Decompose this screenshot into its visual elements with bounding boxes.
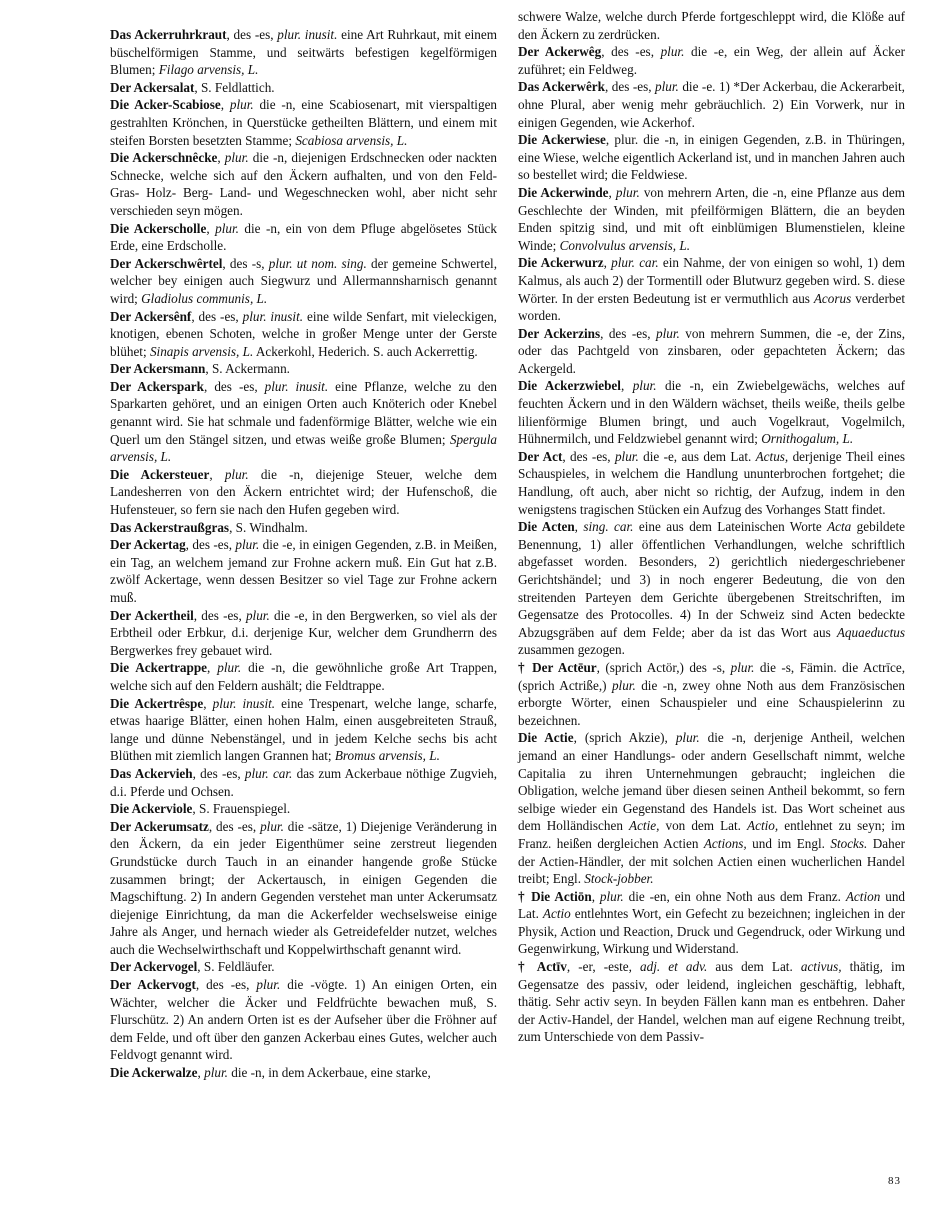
entry-italic-text: plur.	[229, 97, 254, 113]
entry-text: von mehrern Summen, die -e, der Zins, oder das Pachtgeld von zinsbaren, oder gepachteten Äckern; das Ackergeld.	[518, 325, 905, 376]
dictionary-entry	[518, 518, 905, 659]
entry-italic-text: plur.	[730, 659, 755, 675]
entry-headword: Die Ackerviole	[110, 801, 193, 817]
entry-italic-text: Scabiosa arvensis, L.	[295, 132, 408, 148]
entry-text: , des -s,	[222, 255, 269, 271]
entry-text: eine Pflanze, welche zu den Sparkarten gehöret, und an einigen Orten auch Knöterich oder Knebel genannt wird. Sie hat schmale und fadenförmige Blätter, welche wie ein Querl um den Stängel sitzen, und etwas weiße große Blumen;	[110, 378, 497, 447]
dictionary-entry	[518, 448, 905, 518]
entry-text: , des -es,	[605, 79, 656, 95]
dictionary-entry	[110, 976, 497, 1064]
entry-text: , des -es,	[195, 977, 257, 993]
entry-italic-text: plur. ut nom. sing.	[268, 255, 367, 271]
entry-text: ,	[197, 1065, 205, 1081]
entry-text: ,	[620, 378, 633, 394]
entry-text: , des -es,	[600, 325, 656, 341]
entry-text: , S. Windhalm.	[229, 519, 308, 535]
entry-text: ,	[603, 255, 612, 271]
dictionary-entry	[518, 131, 905, 184]
dictionary-entry	[518, 43, 905, 78]
entry-text: ,	[591, 888, 600, 904]
entry-text: das zum Ackerbaue nöthige Zugvieh, d.i. Pferde und Ochsen.	[110, 765, 497, 799]
entry-text: thätig, im Gegensatze des passiv, oder leidend, ingleichen geschäftig, lebhaft, thätig. Sehr activ seyn. In beyden Fällen kann man es entbehren. Daher der Activ-Handel, der Handel, welchen man auf eigene Rechnung treibt, zum Unterschiede von dem Passiv-	[518, 959, 905, 1045]
entry-italic-text: adj. et adv.	[640, 959, 708, 975]
entry-text: die -sätze, 1) Diejenige Veränderung in den Äckern, da ein jeder Eigenthümer seine zerstreut liegenden Grundstücke durch Tauch in an einander hangende große Stücke zusammen bringt; der Ackertausch, in einigen Gegenden die Magschiftung. 2) In andern Gegenden verstehet man unter Ackerumsatz diejenige Einrichtung, da man die Ackerfelder wechselsweise einige Jahre als Anger, und hernach wieder als Getreidefelder nutzet, welches auch die Wechselwirthschaft und Koppelwirthschaft genannt wird.	[110, 818, 497, 957]
entry-headword: Die Ackerzwiebel	[518, 378, 621, 394]
dictionary-entry	[110, 26, 497, 79]
entry-italic-text: Filago arvensis, L.	[158, 62, 259, 78]
entry-italic-text: sing. car.	[583, 519, 634, 535]
entry-text: , des -es,	[601, 44, 661, 60]
dictionary-entry	[110, 360, 497, 378]
entry-text: und Lat.	[518, 888, 905, 922]
entry-text: der gemeine Schwertel, welcher bey einigen auch Siegwurz und Allermannsharnisch genannt wird;	[110, 255, 498, 306]
entry-text: ,	[217, 150, 225, 166]
entry-text: von dem Lat.	[659, 818, 748, 834]
entry-text: gebildete Benennung, 1) aller öffentlichen Verhandlungen, welche schriftlich abgefasset worden. Besonders, 2) gerichtlich niedergeschriebener Gerichtshändel; und 3) in noch engerer Bedeutung, die von den streitenden Parteyen dem Gerichte übergebenen Streitschriften, im Gegensatze des Protocolles. 4) In der Schweiz sind Acten bedeckte Abzugsgräben auf dem Felde; aber da ist das Wort aus	[518, 519, 906, 640]
entry-italic-text: plur.	[215, 220, 239, 236]
entry-headword: † Die Actiōn	[518, 888, 592, 904]
entry-italic-text: Convolvulus arvensis, L.	[559, 237, 691, 253]
entry-italic-text: Actio	[542, 906, 571, 922]
dictionary-entry	[110, 659, 497, 694]
entry-italic-text: plur.	[245, 607, 270, 623]
entry-text: die -n, die gewöhnliche große Art Trappen, welche sich auf den Feldern aushält; die Feldtrappe.	[110, 660, 498, 693]
dictionary-entry	[110, 96, 497, 149]
entry-italic-text: plur.	[614, 448, 639, 464]
entry-headword: Die Ackerwalze	[110, 1065, 198, 1081]
entry-italic-text: plur. inusit.	[264, 378, 329, 394]
dictionary-entry	[110, 79, 497, 97]
dictionary-entry	[110, 765, 497, 800]
dictionary-entry	[110, 519, 497, 537]
entry-text: ,	[220, 97, 230, 113]
entry-headword: Der Ackervogel	[110, 959, 198, 975]
entry-text: die -e, ein Weg, der allein auf Äcker zuführet; ein Feldweg.	[518, 44, 905, 77]
entry-italic-text: Action	[845, 888, 881, 904]
entry-headword: Der Ackersênf	[110, 308, 192, 324]
entry-italic-text: plur.	[675, 730, 700, 746]
entry-italic-text: plur.	[260, 818, 284, 834]
entry-text: die -n, diejenigen Erdschnecken oder nackten Schnecke, welche sich auf den Äckern aufhalten, und von den Feld- Gras- Holz- Berg- Land- und Wegeschnecken wohl, aber nicht sehr verschieden seyn mögen.	[110, 150, 497, 218]
entry-text: zusammen gezogen.	[518, 642, 625, 658]
entry-text: , des -es,	[192, 765, 245, 781]
dictionary-entry	[518, 958, 905, 1046]
dictionary-entry	[110, 378, 497, 466]
entry-headword: Die Ackerwinde	[518, 184, 609, 200]
entry-headword: Die Acker-Scabiose	[110, 97, 221, 113]
entry-text: die -n, ein Zwiebelgewächs, welches auf feuchten Äckern und in den Wäldern wächset, theils weiße, theils gelbe lilienförmige Blumen bringt, und auch Vogelkraut, Vogelmilch, Hühnermilch, und Feldzwiebel genannt wird;	[518, 378, 905, 447]
entry-headword: Die Ackersteuer	[110, 466, 210, 482]
entry-text: ,	[206, 220, 216, 236]
entry-text: schwere Walze, welche durch Pferde fortgeschleppt wird, die Klöße auf den Äckern zu zerdrücken.	[518, 9, 905, 42]
dictionary-entry	[110, 220, 497, 255]
entry-italic-text: Stock-jobber.	[584, 871, 654, 887]
entry-italic-text: Sinapis arvensis, L.	[149, 343, 254, 359]
entry-headword: † Der Actēur	[518, 659, 597, 675]
dictionary-entry	[518, 184, 905, 254]
entry-text: die -n, zwey ohne Noth aus dem Französischen erborgte Wörter, einen Schauspieler und eine Schauspielerinn zu bezeichnen.	[518, 677, 906, 728]
entry-italic-text: plur. car.	[611, 255, 659, 271]
entry-headword: Die Ackertrêspe	[110, 695, 204, 711]
entry-headword: Die Acten	[518, 519, 575, 535]
dictionary-entry	[110, 607, 497, 660]
entry-text: von mehrern Arten, die -n, eine Pflanze aus dem Geschlechte der Winden, mit pfeilförmigen Blättern, die an beyden Enden spitzig sind, und mit oft einblümigen Blumenstielen, kleine Winde;	[518, 184, 905, 253]
dictionary-entry	[518, 729, 905, 887]
entry-italic-text: Actio,	[747, 818, 779, 834]
entry-headword: Die Actie	[518, 730, 574, 746]
entry-italic-text: Actie,	[629, 818, 660, 834]
entry-italic-text: Bromus arvensis, L.	[334, 748, 440, 764]
entry-text: derjenige Theil eines Schauspieles, in welchem die Handlung ununterbrochen fortgehet; die Handlung, oft auch, aber nicht so richtig, der Aufzug, indem in den wenigstens tragischen Stücken ein Aufzug des Vorhanges Statt findet.	[518, 448, 905, 517]
entry-italic-text: plur. inusit.	[277, 27, 338, 42]
entry-text: aus dem Lat.	[707, 959, 801, 975]
dictionary-entry	[110, 536, 497, 606]
entry-italic-text: activus,	[800, 959, 842, 975]
entry-text: eine Trespenart, welche lange, scharfe, etwas haarige Blätter, einen hohen Halm, einen ausgebreiteten Strauß, lange und dünne Nebenstängel, und in jedem Kelche sechs bis acht Blüthen mit ziemlich langen Grannen hat;	[110, 695, 497, 764]
entry-italic-text: plur.	[632, 378, 657, 394]
entry-text: und im Engl.	[746, 835, 831, 851]
entry-italic-text: Acorus	[813, 290, 852, 306]
entry-text: , des -es,	[193, 607, 246, 623]
entry-headword: Der Ackertheil	[110, 607, 194, 623]
dictionary-entry	[110, 308, 497, 361]
entry-headword: Der Ackervogt	[110, 977, 196, 993]
dictionary-entry	[110, 466, 497, 519]
entry-italic-text: plur.	[660, 44, 685, 60]
entry-text: , des -es,	[562, 448, 615, 464]
dictionary-entry	[110, 695, 497, 765]
entry-text: , des -es,	[226, 27, 278, 42]
entry-headword: Der Ackersmann	[110, 361, 206, 377]
dictionary-entry	[110, 800, 497, 818]
left-column	[110, 26, 497, 1082]
entry-headword: Der Ackerspark	[110, 378, 204, 394]
entry-italic-text: Actus,	[755, 448, 789, 464]
entry-headword: Die Ackerscholle	[110, 220, 207, 236]
entry-text: , (sprich Actör,) des -s,	[596, 659, 731, 675]
entry-text: die -n, in dem Ackerbaue, eine starke,	[227, 1065, 431, 1081]
entry-headword: Der Act	[518, 448, 563, 464]
entry-italic-text: plur.	[224, 466, 249, 482]
dictionary-entry	[110, 149, 497, 219]
entry-italic-text: plur.	[615, 184, 640, 200]
entry-text: die -e. 1) *Der Ackerbau, die Ackerarbeit, ohne Plural, aber wenig mehr gebräuchlich. 2) Ein Vorwerk, nur in einigen Gegenden, wie Ackerhof.	[518, 79, 905, 130]
entry-text: ,	[608, 184, 616, 200]
entry-italic-text: plur. inusit.	[212, 695, 276, 711]
entry-text: verderbet worden.	[518, 290, 905, 324]
entry-headword: Das Ackerwêrk	[518, 79, 605, 95]
entry-headword: Der Ackerumsatz	[110, 818, 209, 834]
entry-headword: Die Ackerwiese	[518, 132, 606, 148]
entry-headword: Das Ackerstraußgras	[110, 519, 230, 535]
dictionary-entry	[110, 818, 497, 959]
entry-text: ,	[203, 695, 213, 711]
entry-text: die -e, in den Bergwerken, so viel als der Erbtheil oder Erbkur, d.i. derjenige Kur, welcher dem Grundherrn des Bergwerkes frey gebauet wird.	[110, 607, 497, 658]
entry-headword: Der Ackerwêg	[518, 44, 602, 60]
entry-italic-text: plur.	[204, 1065, 228, 1081]
dictionary-entry	[518, 377, 905, 447]
dictionary-entry	[518, 659, 905, 729]
entry-text: eine wilde Senfart, mit vieleckigen, knotigen, ebenen Schoten, welche in großer Menge unter der Gerste blühet;	[110, 308, 497, 359]
dictionary-entry	[110, 1064, 497, 1082]
entry-italic-text: Gladiolus communis, L.	[141, 290, 268, 306]
entry-text: , S. Frauenspiegel.	[192, 801, 291, 817]
entry-italic-text: plur.	[655, 79, 679, 95]
entry-italic-text: plur.	[611, 677, 636, 693]
entry-italic-text: Spergula arvensis, L.	[110, 431, 497, 465]
entry-text: entlehntes Wort, ein Gefecht zu bezeichnen; ingleichen in der Physik, Action und Reaction, Druck und Gegendruck, oder Wirkung und Gegenwirkung, Wirkung und Widerstand.	[518, 906, 905, 957]
dictionary-entry	[110, 255, 497, 308]
entry-text: die -e, in einigen Gegenden, z.B. in Meißen, ein Tag, an welchem jemand zur Frohne ackern muß. Ein Gut hat z.B. zwölf Ackertage, wenn dessen Besitzer so viel Tage zur Frohne ackern muß.	[110, 537, 497, 605]
entry-headword: Der Ackersalat	[110, 79, 195, 95]
entry-text: die -s, Fämin. die Actrīce, (sprich Actriße,)	[518, 659, 906, 693]
right-column	[518, 8, 905, 1046]
entry-text: die -vögte. 1) An einigen Orten, ein Wächter, welcher die Äcker und Feldfrüchte bewachen muß, S. Flurschütz. 2) An andern Orten ist es der Aufseher über die Fröhner auf dem Felde, und oft über den ganzen Ackerbau eines Gutes, welcher auch Feldvogt genannt wird.	[110, 977, 497, 1063]
entry-italic-text: plur.	[235, 537, 260, 553]
dictionary-entry	[518, 888, 905, 958]
entry-text: ein Nahme, der von einigen so wohl, 1) dem Kalmus, als auch 2) der Tormentill oder Blutwurz gegeben wird. S. diese Wörter. In der ersten Bedeutung ist er vermuthlich aus	[518, 255, 906, 306]
entry-headword: Der Ackerzins	[518, 325, 601, 341]
entry-text: , des -es,	[203, 378, 265, 394]
entry-text: entlehnet zu seyn; im Franz. heißen dergleichen Actien	[518, 818, 905, 851]
entry-text: Daher der Actien-Händler, der mit solchen Actien einen wucherlichen Handel treibt; Engl.	[518, 835, 905, 887]
dictionary-entry	[518, 254, 905, 324]
dictionary-entry	[110, 958, 497, 976]
dictionary-entry	[518, 8, 905, 43]
entry-text: , S. Ackermann.	[205, 361, 290, 377]
entry-italic-text: plur.	[655, 325, 680, 341]
entry-headword: Das Ackervieh	[110, 765, 193, 781]
entry-headword: Die Ackerschnêcke	[110, 150, 218, 166]
entry-text: , des -es,	[208, 818, 261, 834]
entry-italic-text: plur.	[256, 977, 281, 993]
entry-italic-text: plur. car.	[244, 765, 293, 781]
entry-text: die -en, ein ohne Noth aus dem Franz.	[623, 888, 846, 904]
entry-text: ,	[574, 519, 584, 535]
entry-text: die -n, derjenige Antheil, welchen jemand an einer Handlungs- oder andern Gesellschaft nimmt, welche Capitalia zu ihren Unternehmungen gebraucht; ingleichen die Obligation, welche jemand über diesen seinen Antheil bekommt, so fern selbige wieder ein Gegenstand des Handels ist. Das Wort scheinet aus dem Holländischen	[518, 730, 905, 834]
entry-text: eine aus dem Lateinischen Worte	[633, 519, 828, 535]
entry-text: , -er, -este,	[566, 959, 641, 975]
entry-text: Ackerkohl, Hederich. S. auch Ackerrettig.	[253, 343, 478, 359]
entry-text: die -n, eine Scabiosenart, mit vierspaltigen gestrahlten Krönchen, in Querstücke getheilten Blättern, und einem mit steifen Borsten besetzten Stamme;	[110, 97, 498, 148]
entry-headword: Der Ackerschwêrtel	[110, 255, 223, 271]
entry-italic-text: Actions,	[703, 835, 747, 851]
entry-text: , des -es,	[185, 537, 236, 553]
entry-text: ,	[207, 660, 218, 676]
entry-headword: Die Ackertrappe	[110, 660, 208, 676]
entry-italic-text: plur.	[217, 660, 242, 676]
entry-text: , S. Feldlattich.	[194, 79, 275, 95]
page-number: 83	[888, 1175, 901, 1187]
entry-italic-text: Ornithogalum, L.	[761, 431, 854, 447]
entry-text: ,	[209, 466, 225, 482]
entry-italic-text: plur.	[224, 150, 249, 166]
entry-headword: † Actīv	[518, 959, 567, 975]
dictionary-entry	[518, 78, 905, 131]
entry-text: die -n, ein von dem Pfluge abgelösetes Stück Erde, eine Erdscholle.	[110, 220, 498, 254]
entry-text: , plur. die -n, in einigen Gegenden, z.B. in Thüringen, eine Wiese, welche eigentlich Ackerland ist, und in manchen Jahren auch so bestellet wird; die Feldwiese.	[518, 132, 905, 183]
entry-text: die -n, diejenige Steuer, welche dem Landesherren von den Äckern entrichtet wird; der Hufenschoß, die Hufensteuer, so fern sie nach den Hufen gegeben wird.	[110, 466, 497, 518]
entry-text: , S. Feldläufer.	[197, 959, 275, 975]
dictionary-entry	[518, 325, 905, 378]
entry-italic-text: Acta	[827, 519, 852, 535]
entry-headword: Die Ackerwurz	[518, 255, 604, 271]
entry-text: , des -es,	[191, 308, 243, 324]
entry-italic-text: Stocks.	[830, 835, 868, 851]
entry-headword: Das Ackerruhrkraut	[110, 27, 227, 42]
entry-italic-text: Aquaeductus	[836, 624, 905, 640]
entry-italic-text: plur. inusit.	[242, 308, 304, 324]
entry-text: , (sprich Akzie),	[573, 730, 676, 746]
entry-italic-text: plur.	[599, 888, 624, 904]
entry-text: eine Art Ruhrkaut, mit einem büschelförmigen Stamme, und seitwärts befestigen kegelförmigen Blumen;	[110, 27, 497, 78]
entry-text: die -e, aus dem Lat.	[638, 448, 756, 464]
entry-headword: Der Ackertag	[110, 537, 186, 553]
